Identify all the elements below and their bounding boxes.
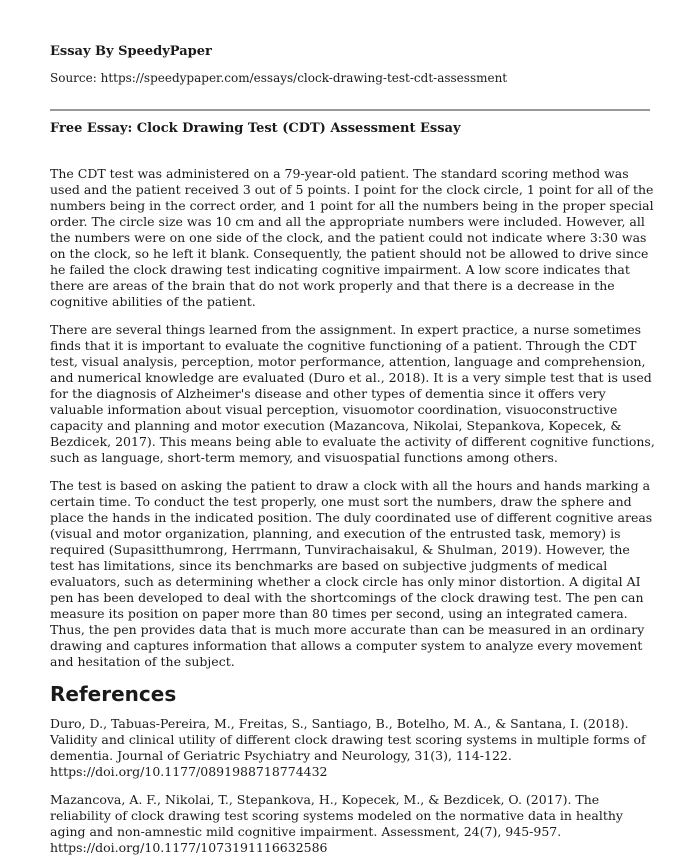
reference-item: Duro, D., Tabuas-Pereira, M., Freitas, S., Santiago, B., Botelho, M. A., & Santana, I. (2018). Validity and clinical utility of different clock drawing test scoring systems in multiple forms of dementia. Journal of Geriatric Psychiatry and Neurology, 31(3), 114-122. https://doi.org/10.1177/0891988718774432 <box>50 716 646 779</box>
source-url: Source: https://speedypaper.com/essays/clock-drawing-test-cdt-assessment <box>50 71 508 85</box>
essay-paragraph: The test is based on asking the patient to draw a clock with all the hours and hands marking a certain time. To conduct the test properly, one must sort the numbers, draw the sphere and place the hands in the indicated position. The duly coordinated use of different cognitive areas (visual and motor organization, planning, and execution of the entrusted task, memory) is required (Supasitthumrong, Herrmann, Tunvirachaisakul, & Shulman, 2019). However, the test has limitations, since its benchmarks are based on subjective judgments of medical evaluators, such as determining whether a clock circle has only minor distortion. A digital AI pen has been developed to deal with the shortcomings of the clock drawing test. The pen can measure its position on paper more than 80 times per second, using an integrated camera. Thus, the pen provides data that is much more accurate than can be measured in an ordinary drawing and captures information that allows a computer system to analyze every movement and hesitation of the subject. <box>50 478 653 669</box>
divider <box>50 109 650 111</box>
references-heading: References <box>50 682 177 706</box>
essay-title: Free Essay: Clock Drawing Test (CDT) Assessment Essay <box>50 121 461 136</box>
essay-paragraph: The CDT test was administered on a 79-year-old patient. The standard scoring method was used and the patient received 3 out of 5 points. I point for the clock circle, 1 point for all of the numbers being in the correct order, and 1 point for all the numbers being in the proper special order. The circle size was 10 cm and all the appropriate numbers were included. However, all the numbers were on one side of the clock, and the patient could not indicate where 3:30 was on the clock, so he left it blank. Consequently, the patient should not be allowed to drive since he failed the clock drawing test indicating cognitive impairment. A low score indicates that there are areas of the brain that do not work properly and that there is a decrease in the cognitive abilities of the patient. <box>50 166 654 309</box>
essay-paragraph: There are several things learned from the assignment. In expert practice, a nurse sometimes finds that it is important to evaluate the cognitive functioning of a patient. Through the CDT test, visual analysis, perception, motor performance, attention, language and comprehension, and numerical knowledge are evaluated (Duro et al., 2018). It is a very simple test that is used for the diagnosis of Alzheimer's disease and other types of dementia since it offers very valuable information about visual perception, visuomotor coordination, visuoconstructive capacity and planning and motor execution (Mazancova, Nikolai, Stepankova, Kopecek, & Bezdicek, 2017). This means being able to evaluate the activity of different cognitive functions, such as language, short-term memory, and visuospatial functions among others. <box>50 322 655 465</box>
brand-heading: Essay By SpeedyPaper <box>50 44 212 59</box>
essay-body <box>50 166 655 868</box>
reference-item: Mazancova, A. F., Nikolai, T., Stepankova, H., Kopecek, M., & Bezdicek, O. (2017). The reliability of clock drawing test scoring systems modeled on the normative data in healthy aging and non-amnestic mild cognitive impairment. Assessment, 24(7), 945-957. https://doi.org/10.1177/1073191116632586 <box>50 792 623 855</box>
